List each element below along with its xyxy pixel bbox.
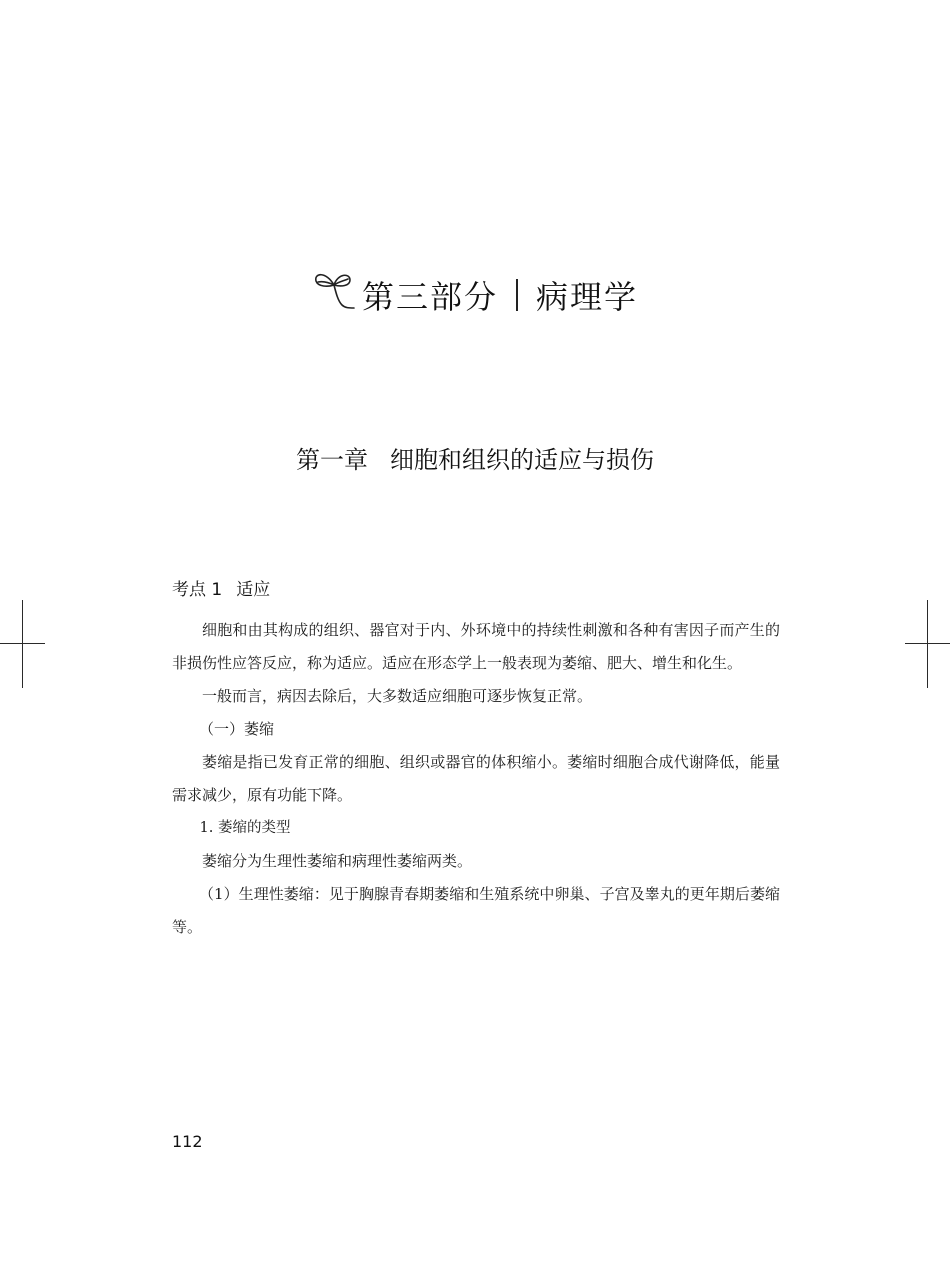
crop-mark-right-horizontal	[905, 643, 950, 644]
section-title: 适应	[236, 580, 271, 600]
subheading: （一）萎缩	[199, 720, 275, 738]
part-subject: 病理学	[536, 278, 639, 316]
part-title: 第三部分	[361, 278, 498, 316]
chapter-title: 细胞和组织的适应与损伤	[390, 446, 654, 474]
paragraph: 萎缩分为生理性萎缩和病理性萎缩两类。	[202, 852, 473, 870]
chapter-heading	[0, 440, 950, 475]
section-heading	[172, 575, 270, 600]
sprout-icon	[312, 267, 358, 313]
crop-mark-right-vertical	[927, 600, 928, 688]
subheading: 1. 萎缩的类型	[199, 820, 291, 836]
page-number: 112	[172, 1132, 203, 1151]
paragraph: 萎缩是指已发育正常的细胞、组织或器官的体积缩小。萎缩时细胞合成代谢降低，能量需求减少，原有功能下降。	[172, 753, 780, 804]
crop-mark-left-horizontal	[0, 643, 45, 644]
part-heading	[0, 272, 950, 318]
body-text	[172, 614, 780, 944]
paragraph: 细胞和由其构成的组织、器官对于内、外环境中的持续性刺激和各种有害因子而产生的非损伤性应答反应，称为适应。适应在形态学上一般表现为萎缩、肥大、增生和化生。	[172, 621, 780, 672]
chapter-number: 第一章	[296, 446, 368, 474]
paragraph: 一般而言，病因去除后，大多数适应细胞可逐步恢复正常。	[202, 687, 593, 705]
crop-mark-left-vertical	[22, 600, 23, 688]
paragraph: （1）生理性萎缩：见于胸腺青春期萎缩和生殖系统中卵巢、子宫及睾丸的更年期后萎缩等。	[172, 885, 780, 936]
title-separator	[516, 279, 518, 311]
section-number: 考点 1	[172, 580, 223, 600]
